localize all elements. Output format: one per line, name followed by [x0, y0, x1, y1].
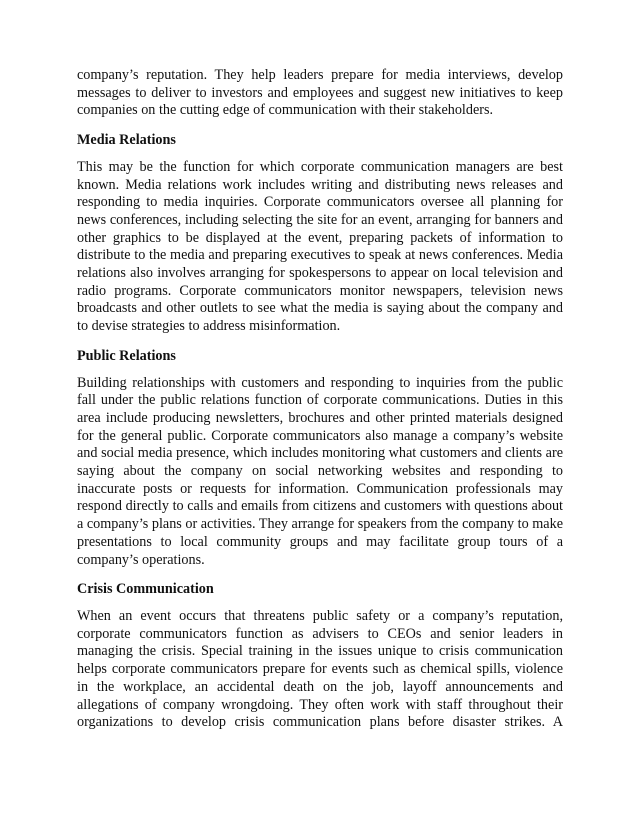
section-heading-public-relations: Public Relations: [77, 347, 176, 364]
document-page: [77, 67, 563, 732]
section-body-public-relations: Building relationships with customers and responding to inquiries from the public fall under the public relations function of corporate communications. Duties in this area include producing newsletters, brochures and other printed materials designed for the general public. Corporate communicators also manage a company’s website and social media presence, which includes monitoring what customers and clients are saying about the company on social networking websites and responding to inaccurate posts or requests for information. Communication professionals may respond directly to calls and emails from citizens and customers with questions about a company’s plans or activities. They arrange for speakers from the company to make presentations to local community groups and may facilitate group tours of a company’s operations.: [77, 374, 563, 568]
section-heading-media-relations: Media Relations: [77, 132, 176, 149]
section-body-crisis-communication: When an event occurs that threatens public safety or a company’s reputation, corporate communicators function as advisers to CEOs and senior leaders in managing the crisis. Special training in the issues unique to crisis communication helps corporate communicators prepare for events such as chemical spills, violence in the workplace, an accidental death on the job, layoff announcements and allegations of company wrongdoing. They often work with staff throughout their organizations to develop crisis communication plans before disaster strikes. A: [77, 607, 563, 731]
section-heading-crisis-communication: Crisis Communication: [77, 581, 214, 598]
intro-paragraph: company’s reputation. They help leaders prepare for media interviews, develop messages to deliver to investors and employees and suggest new initiatives to keep companies on the cutting edge of communication with their stakeholders.: [77, 67, 563, 119]
section-body-media-relations: This may be the function for which corporate communication managers are best known. Media relations work includes writing and distributing news releases and responding to media inquiries. Corporate communicators oversee all planning for news conferences, including selecting the site for an event, arranging for banners and other graphics to be displayed at the event, preparing packets of information to distribute to the media and preparing executives to speak at news conferences. Media relations also involves arranging for spokespersons to appear on local television and radio programs. Corporate communicators monitor newspapers, television news broadcasts and other outlets to see what the media is saying about the company and to devise strategies to address misinformation.: [77, 158, 563, 335]
